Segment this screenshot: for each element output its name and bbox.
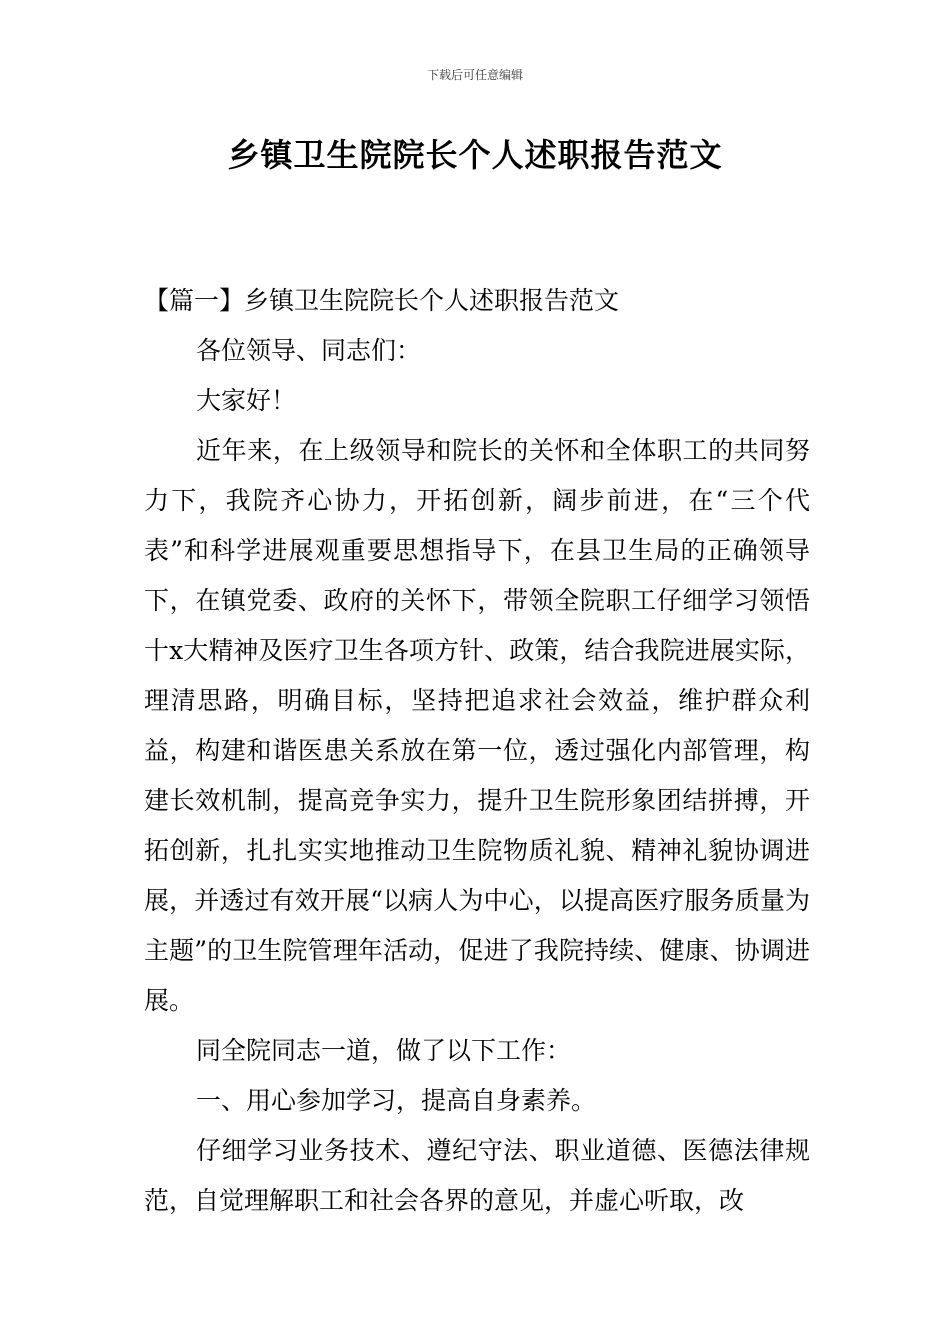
document-body xyxy=(144,276,810,1226)
paragraph-intro: 近年来，在上级领导和院长的关怀和全体职工的共同努力下，我院齐心协力，开拓创新，阔步前进，在“三个代表”和科学进展观重要思想指导下，在县卫生局的正确领导下，在镇党委、政府的关怀下，带领全院职工仔细学习领悟十x大精神及医疗卫生各项方针、政策，结合我院进展实际，理清思路，明确目标，坚持把追求社会效益，维护群众利益，构建和谐医患关系放在第一位，透过强化内部管理，构建长效机制，提高竞争实力，提升卫生院形象团结拼搏，开拓创新，扎扎实实地推动卫生院物质礼貌、精神礼貌协调进展，并透过有效开展“以病人为中心，以提高医疗服务质量为主题”的卫生院管理年活动，促进了我院持续、健康、协调进展。 xyxy=(144,436,810,1015)
paragraph-work-lead: 同全院同志一道，做了以下工作： xyxy=(196,1036,572,1065)
section-heading: 【篇一】乡镇卫生院院长个人述职报告范文 xyxy=(144,286,620,315)
paragraph-greeting: 大家好！ xyxy=(196,386,297,415)
paragraph-point-one-heading: 一、用心参加学习，提高自身素养。 xyxy=(196,1086,597,1115)
header-note: 下载后可任意编辑 xyxy=(426,68,523,82)
paragraph-salutation: 各位领导、同志们： xyxy=(196,336,422,365)
paragraph-point-one-body: 仔细学习业务技术、遵纪守法、职业道德、医德法律规范，自觉理解职工和社会各界的意见，并虚心听取，改 xyxy=(144,1136,810,1215)
document-title: 乡镇卫生院院长个人述职报告范文 xyxy=(227,136,723,174)
